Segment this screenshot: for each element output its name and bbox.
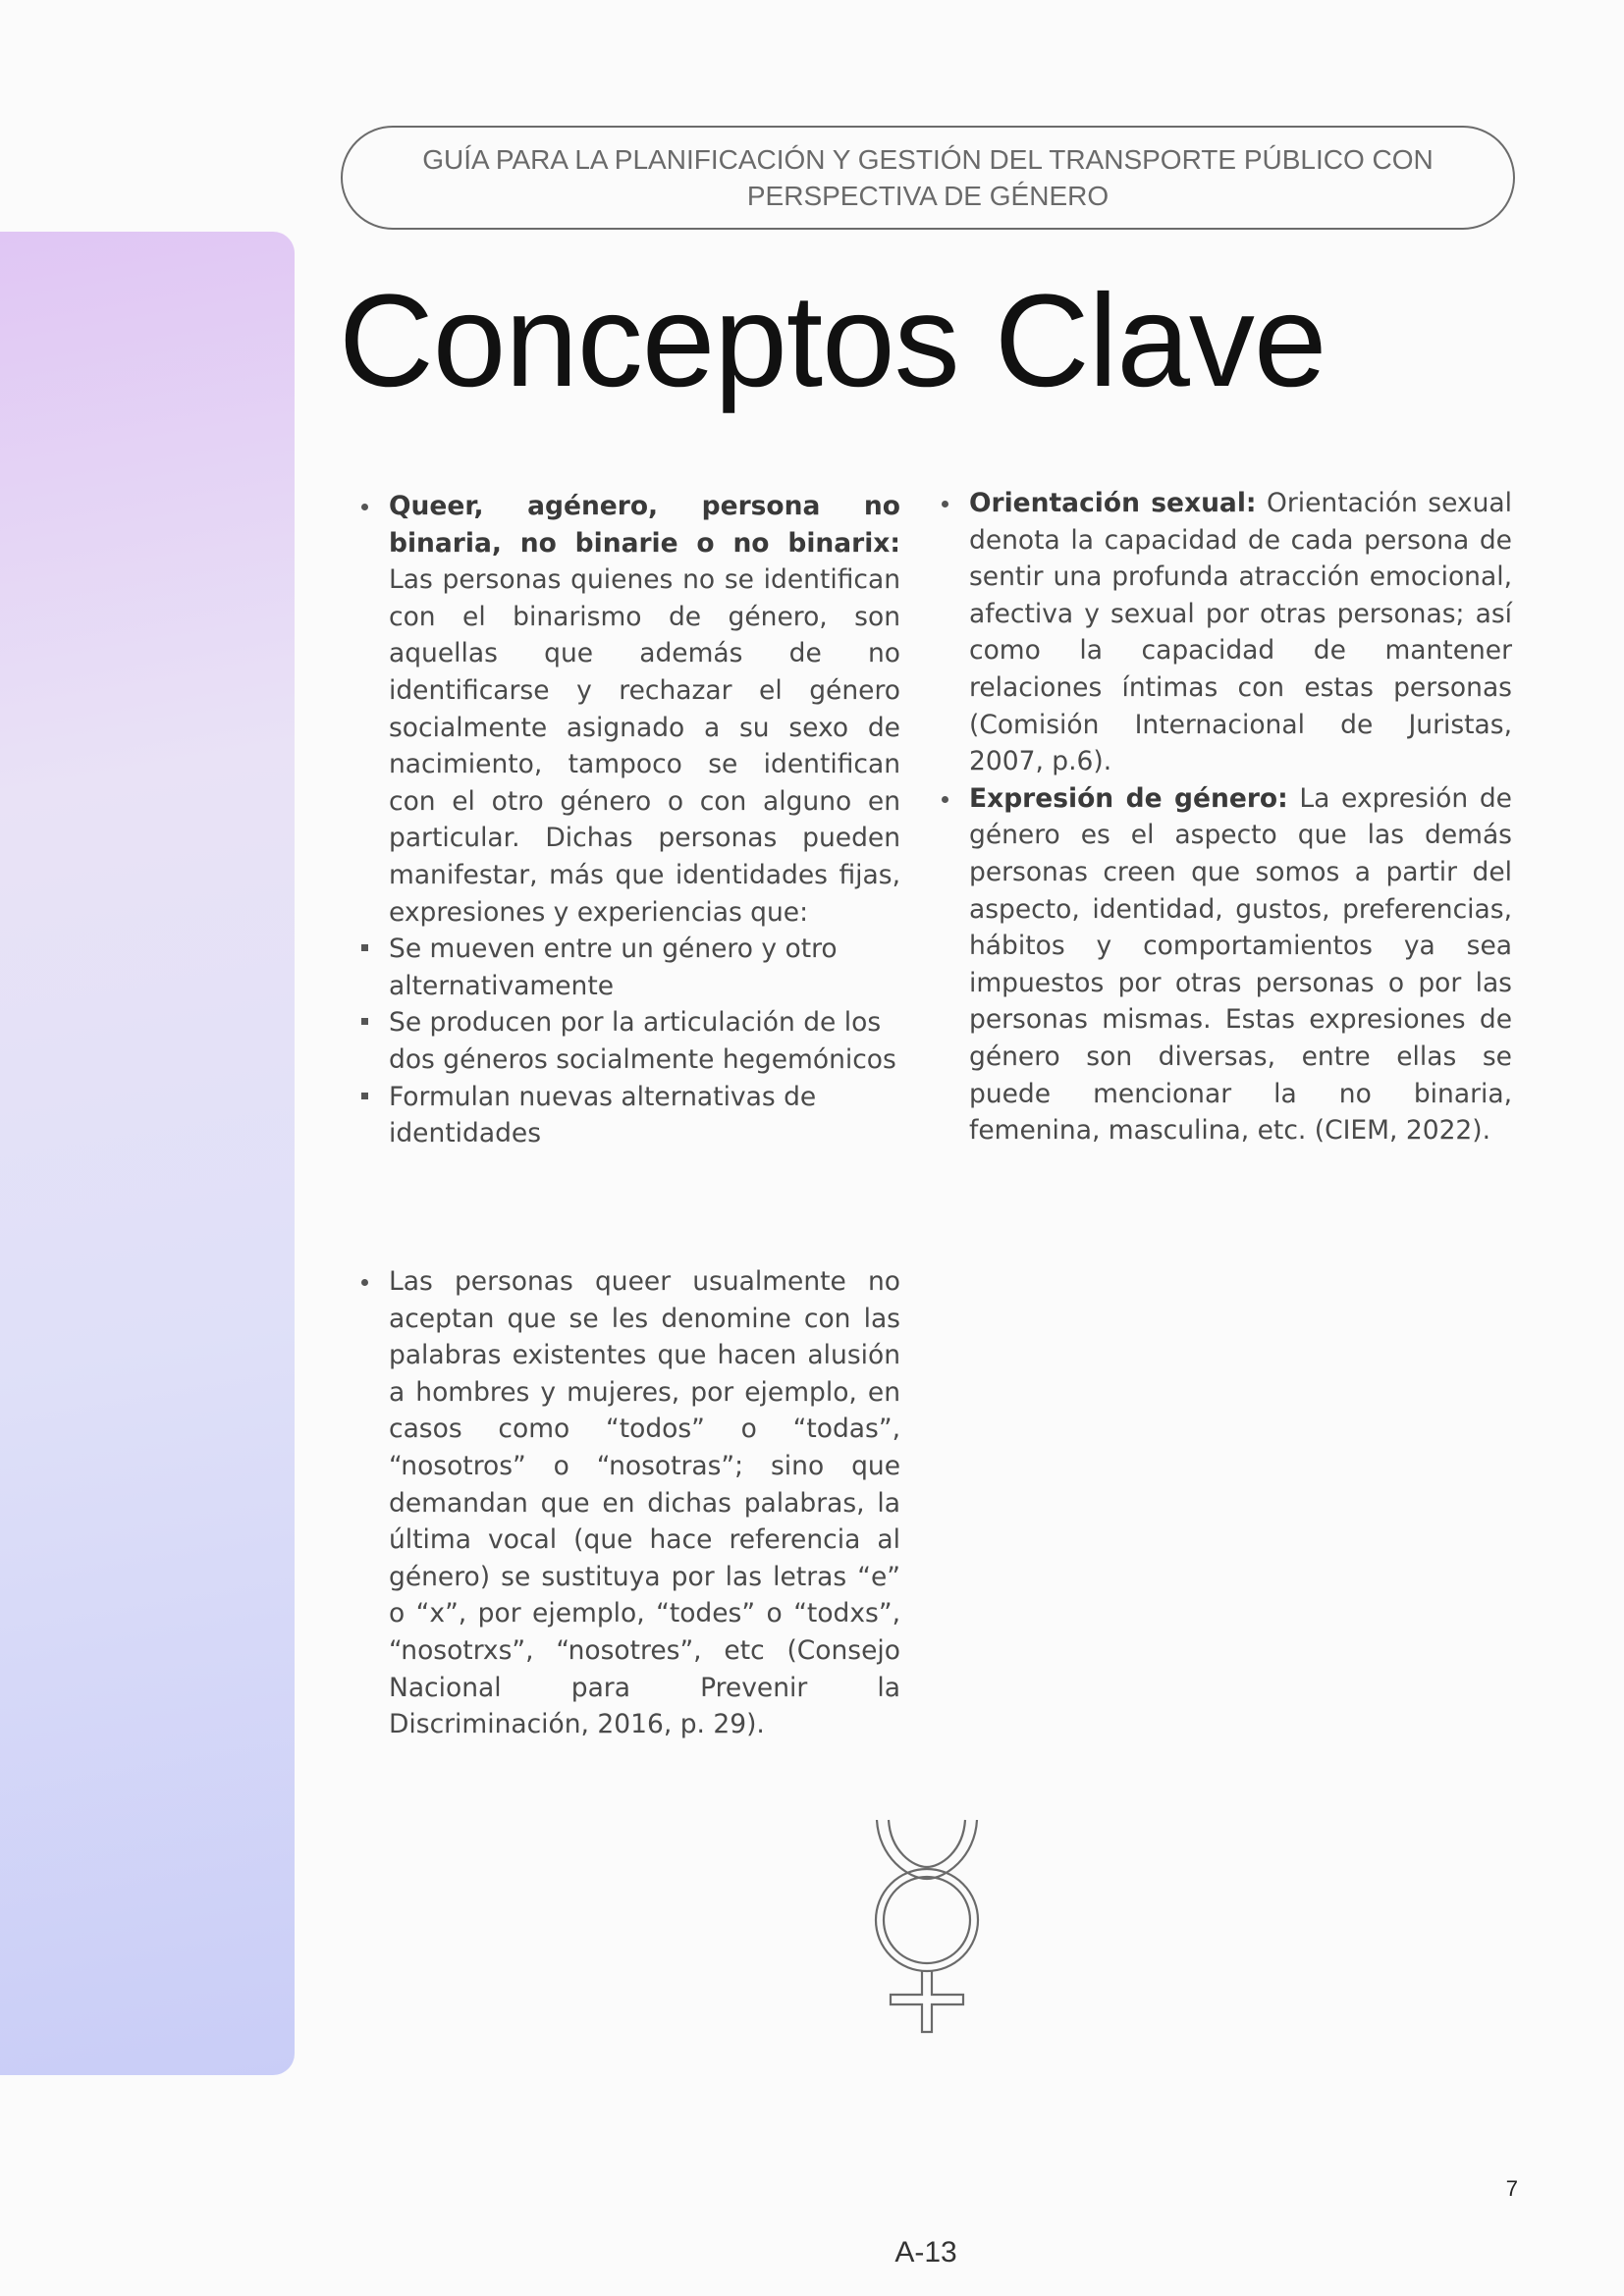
concept-gender-expression-term: Expresión de género: — [969, 782, 1288, 814]
right-column — [969, 485, 1512, 1149]
header-line-1: GUÍA PARA LA PLANIFICACIÓN Y GESTIÓN DEL TRANSPORTE PÚBLICO CON — [422, 144, 1434, 175]
concept-sexual-orientation — [969, 485, 1512, 780]
genderqueer-symbol-icon — [869, 1818, 985, 2034]
concept-queer-text: Las personas quienes no se identifican con el binarismo de género, son aquellas que además de no identificarse y rechazar el género socialmente asignado a su sexo de nacimiento, tampoco se identifican con el otro género o con alguno en particular. Dichas personas pueden manifestar, más que identidades fijas, expresiones y experiencias que: — [389, 564, 900, 928]
left-column-lower — [389, 1263, 900, 1743]
appendix-label: A-13 — [894, 2236, 957, 2269]
page-number: 7 — [1505, 2176, 1518, 2201]
concept-sexual-orientation-text: Orientación sexual denota la capacidad de cada persona de sentir una profunda atracción emocional, afectiva y sexual por otras personas; así como la capacidad de mantener relaciones íntimas con estas personas (Comisión Internacional de Juristas, 2007, p.6). — [969, 488, 1512, 777]
header-line-2: PERSPECTIVA DE GÉNERO — [746, 181, 1110, 211]
page-title: Conceptos Clave — [339, 268, 1326, 414]
header-banner — [341, 126, 1515, 230]
sub-item: Se mueven entre un género y otro alternativamente — [389, 931, 900, 1004]
sub-list — [389, 931, 900, 1152]
sub-item: Se producen por la articulación de los dos géneros socialmente hegemónicos — [389, 1004, 900, 1078]
concept-gender-expression — [969, 780, 1512, 1149]
sub-item: Formulan nuevas alternativas de identidades — [389, 1079, 900, 1152]
concept-sexual-orientation-term: Orientación sexual: — [969, 488, 1257, 518]
left-column — [389, 488, 900, 1152]
decorative-side-band — [0, 232, 295, 2075]
concept-queer-language: Las personas queer usualmente no aceptan que se les denomine con las palabras existentes que hacen alusión a hombres y mujeres, por ejemplo, en casos como “todos” o “todas”, “nosotros” o “nosotras”; sino que demandan que en dichas palabras, la última vocal (que hace referencia al género) se sustituya por las letras “e” o “x”, por ejemplo, “todes” o “todxs”, “nosotrxs”, “nosotres”, etc (Consejo Nacional para Prevenir la Discriminación, 2016, p. 29). — [389, 1263, 900, 1743]
concept-queer-term: Queer, agénero, persona no binaria, no binarie o no binarix: — [389, 491, 900, 559]
concept-gender-expression-text: La expresión de género es el aspecto que las demás personas creen que somos a partir del aspecto, identidad, gustos, preferencias, hábitos y comportamientos ya sea impuestos por otras personas o por las personas mismas. Estas expresiones de género son diversas, entre ellas se puede mencionar la no binaria, femenina, masculina, etc. (CIEM, 2022). — [969, 782, 1512, 1147]
concept-queer — [389, 488, 900, 1152]
